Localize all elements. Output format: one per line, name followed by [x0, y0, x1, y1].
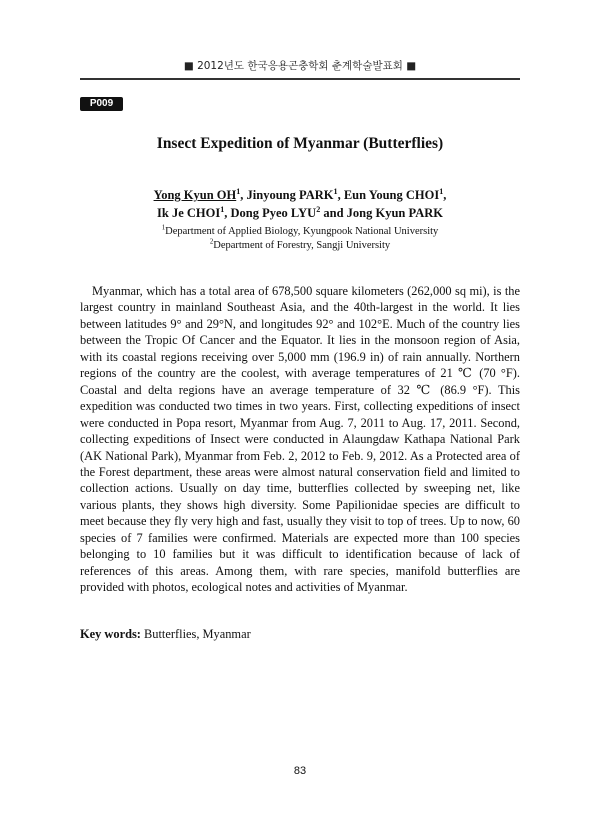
- paper-title: Insect Expedition of Myanmar (Butterflies): [156, 135, 444, 152]
- affiliation-line: [80, 239, 520, 253]
- affil-mark: 1: [161, 224, 166, 232]
- author-separator: ,: [240, 188, 247, 202]
- author-separator: ,: [224, 206, 231, 220]
- page-number: 83: [293, 765, 307, 777]
- conference-header: ■ 2012년도 한국응용곤충학회 춘계학술발표회 ■: [183, 60, 417, 72]
- author-affil-mark: 2: [316, 204, 321, 214]
- author-affil-mark: 1: [439, 186, 444, 196]
- author-name: Dong Pyeo LYU: [230, 206, 317, 220]
- author-name: Ik Je CHOI: [157, 206, 221, 220]
- poster-id-badge: P009: [80, 97, 123, 111]
- header-divider: [80, 78, 520, 80]
- author-name: Eun Young CHOI: [343, 188, 440, 202]
- affiliations: [80, 225, 520, 253]
- affil-mark: 2: [209, 238, 214, 246]
- author-affil-mark: 1: [333, 186, 338, 196]
- keywords-line: [80, 627, 520, 642]
- affil-text: Department of Applied Biology, Kyungpook National University: [165, 226, 439, 237]
- author-name: Jinyoung PARK: [246, 188, 334, 202]
- keywords-value: Butterflies, Myanmar: [144, 627, 251, 641]
- author-name: Jong Kyun PARK: [346, 206, 443, 220]
- author-list: [80, 186, 520, 222]
- keywords-label: Key words:: [80, 627, 141, 641]
- author-separator: ,: [443, 188, 447, 202]
- author-affil-mark: 1: [220, 204, 225, 214]
- abstract-body: Myanmar, which has a total area of 678,500 square kilometers (262,000 sq mi), is the largest country in mainland Southeast Asia, and the 40th-largest in the world. It lies between latitudes 9° and 29°N, and longitudes 92° and 102°E. Much of the country lies between the Tropic Of Cancer and the Equator. It lies in the monsoon region of Asia, with its coastal regions receiving over 5,000 mm (196.9 in) of rain annually. Northern regions of the country are the coolest, with average temperatures of 21 ℃ (70 °F). Coastal and delta regions have an average temperature of 32 ℃ (86.9 °F). This expedition was conducted two times in two years. First, collecting expeditions of insect were conducted in Popa resort, Myanmar from Aug. 7, 2011 to Aug. 17, 2011. Second, collecting expeditions of Insect were conducted in Alaungdaw Kathapa National Park (AK National Park), Myanmar from Feb. 2, 2012 to Feb. 9, 2012. As a Protected area of the Forest department, these areas were almost natural conservation field and limited to collection actions. Usually on day time, butterflies collected by sweeping net, like various plants, they shows high diversity. Some Papilionidae species are difficult to meet because they fly very high and fast, usually they visit to top of trees. Up to now, 60 species of 7 families were confirmed. Materials are expected more than 100 species belonging to 10 families but it was difficult to identification because of lack of references of this areas. Among them, with rare species, manifold butterflies are provided with photos, ecological notes and activities of Myanmar.: [80, 284, 520, 595]
- author-affil-mark: 1: [236, 186, 241, 196]
- affil-text: Department of Forestry, Sangji University: [213, 240, 391, 251]
- affiliation-line: [80, 225, 520, 239]
- author-separator: ,: [337, 188, 344, 202]
- author-name: Yong Kyun OH: [153, 188, 237, 202]
- author-separator: and: [320, 206, 347, 220]
